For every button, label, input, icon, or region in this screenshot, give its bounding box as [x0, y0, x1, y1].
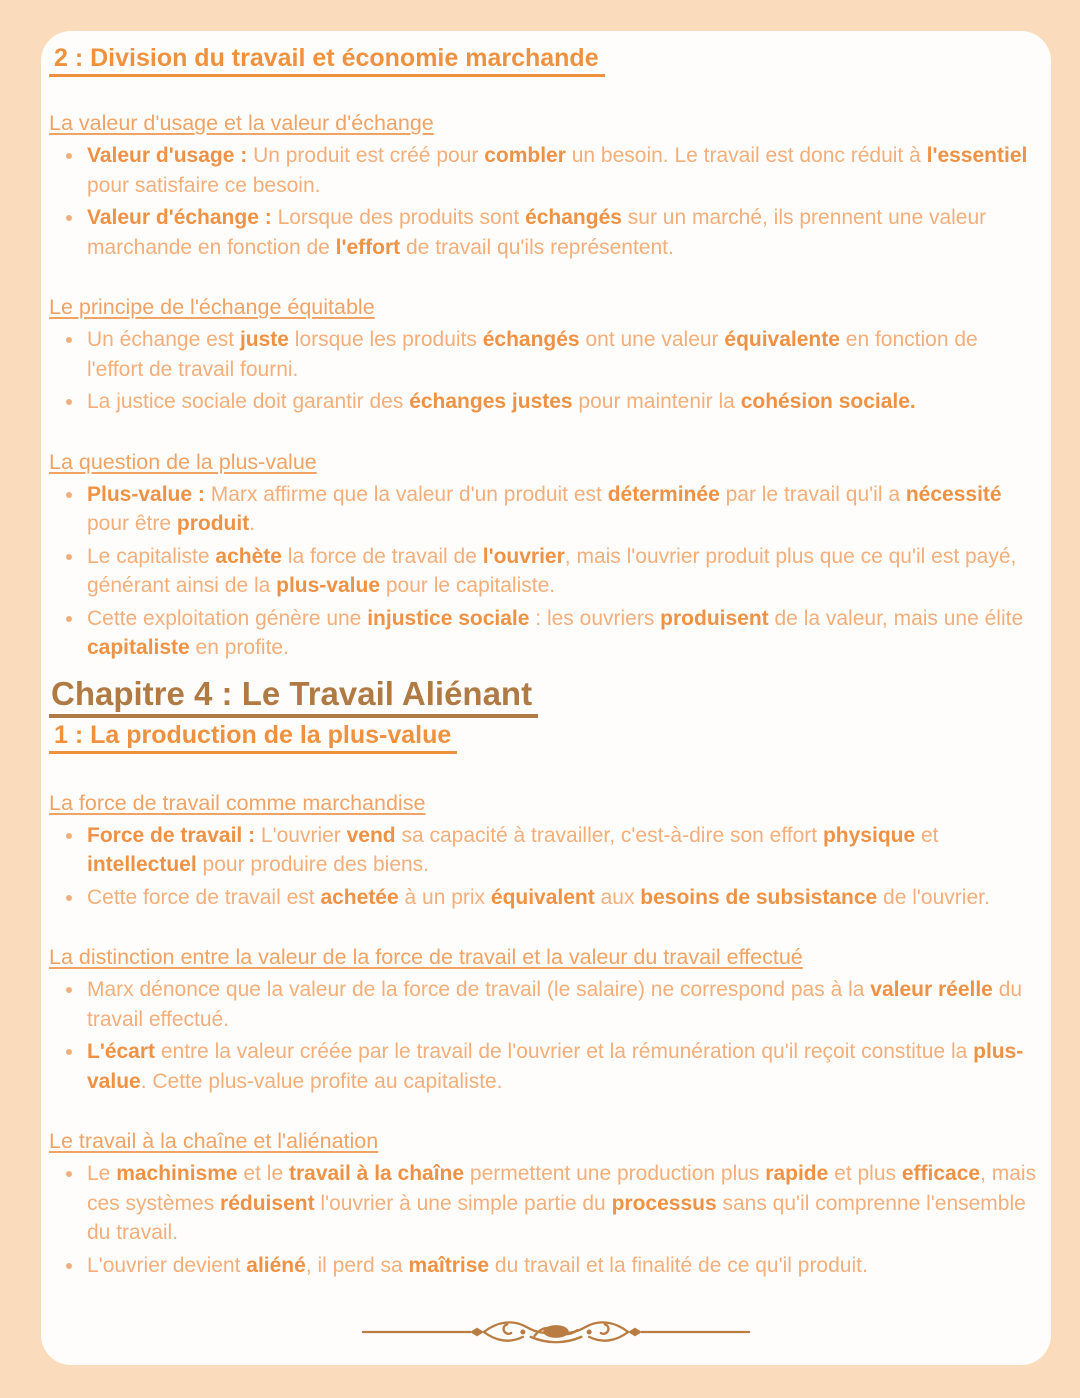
bold-text: échanges justes [409, 390, 573, 413]
bullet-item [85, 203, 1039, 262]
bold-text: machinisme [116, 1162, 238, 1185]
body-text: de la valeur, mais une élite [768, 606, 1024, 630]
bold-text: produit [176, 512, 250, 535]
bullet-item [85, 141, 1039, 200]
bold-text: plus-value [87, 1040, 1024, 1093]
bold-text: produisent [660, 606, 769, 630]
body-text: de travail qu'ils représentent. [400, 235, 674, 259]
bold-text: valeur réelle [870, 978, 993, 1001]
topic-section [49, 294, 1039, 417]
body-text: L'ouvrier devient [87, 1253, 247, 1277]
bullet-item [85, 604, 1039, 663]
bold-text: équivalente [724, 328, 840, 351]
body-text: entre la valeur créée par le travail de l'ouvrier et la rémunération qu'il reçoit constitue la [155, 1040, 974, 1063]
section-title-row [49, 41, 1039, 77]
body-text: L'ouvrier [260, 823, 347, 847]
topic-bullets [49, 975, 1039, 1096]
bullet-item [85, 975, 1039, 1034]
bold-text: intellectuel [87, 853, 197, 876]
topic-bullets [49, 141, 1039, 262]
body-text: . Cette plus-value profite au capitaliste. [140, 1069, 503, 1093]
bold-text: juste [239, 328, 289, 351]
body-text: , mais ces systèmes [87, 1162, 1037, 1215]
bold-text: achetée [320, 885, 399, 909]
body-text: sans qu'il comprenne l'ensemble du travail. [87, 1191, 1026, 1244]
bold-text: capitaliste [87, 636, 190, 659]
bold-text: travail à la chaîne [288, 1162, 465, 1185]
body-text: La justice sociale doit garantir des [87, 390, 410, 413]
bold-text: équivalent [490, 885, 595, 909]
bold-text: l'effort [335, 235, 401, 259]
bold-text: échangés [482, 328, 580, 351]
body-text: , mais l'ouvrier produit plus que ce qu'il est payé, générant ainsi de la [87, 544, 1017, 597]
bullet-item [85, 1037, 1039, 1096]
body-text: et [915, 823, 939, 847]
bold-text: nécessité [905, 482, 1002, 506]
body-text: en profite. [189, 636, 289, 659]
body-text: permettent une production plus [464, 1162, 766, 1185]
bold-text: injustice sociale [367, 606, 530, 630]
bold-text: maîtrise [408, 1253, 490, 1277]
topic-section [49, 1128, 1039, 1280]
body-text: de l'ouvrier. [877, 885, 990, 909]
bold-text: besoins de subsistance [640, 885, 878, 909]
body-text: , il perd sa [305, 1253, 409, 1277]
body-text: : les ouvriers [529, 606, 661, 630]
bullet-item [85, 821, 1039, 880]
bullet-item [85, 1159, 1039, 1248]
topic-heading: La question de la plus-value [49, 449, 317, 474]
topic-bullets [49, 1159, 1039, 1280]
body-text: Le [87, 1162, 117, 1185]
body-text: . [249, 512, 256, 535]
body-text: pour être [87, 512, 177, 535]
bold-text: Force de travail : [87, 823, 261, 847]
body-text: par le travail qu'il a [719, 482, 906, 506]
body-text: Lorsque des produits sont [277, 206, 526, 229]
body-text: et plus [828, 1162, 902, 1185]
bold-text: Valeur d'usage : [87, 144, 254, 167]
bold-text: rapide [765, 1162, 829, 1185]
bold-text: Valeur d'échange : [87, 206, 278, 229]
body-text: Un produit est créé pour [253, 144, 485, 167]
bold-text: physique [822, 823, 916, 847]
body-text: Le capitaliste [87, 544, 216, 568]
bold-text: processus [611, 1191, 717, 1215]
bold-text: réduisent [220, 1191, 315, 1215]
body-text: et le [237, 1162, 289, 1185]
topic-bullets [49, 480, 1039, 663]
topic-bullets [49, 325, 1039, 417]
topic-section [49, 449, 1039, 663]
body-text: pour produire des biens. [196, 853, 430, 876]
bold-text: vend [346, 823, 396, 847]
topic-heading: La force de travail comme marchandise [49, 790, 426, 815]
notes-card [41, 31, 1051, 1365]
topic-bullets [49, 821, 1039, 913]
body-text: en fonction de l'effort de travail fourni. [87, 328, 978, 381]
section-title: 2 : Division du travail et économie marchande [49, 41, 605, 77]
body-text: Marx dénonce que la valeur de la force de travail (le salaire) ne correspond pas à la [87, 978, 871, 1001]
body-text: la force de travail de [281, 544, 483, 568]
bold-text: cohésion sociale. [740, 390, 916, 413]
body-text: lorsque les produits [288, 328, 483, 351]
body-text: sur un marché, ils prennent une valeur marchande en fonction de [87, 206, 987, 259]
body-text: pour maintenir la [572, 390, 741, 413]
body-text: Marx affirme que la valeur d'un produit est [210, 482, 608, 506]
body-text: du travail et la finalité de ce qu'il produit. [489, 1253, 868, 1277]
bold-text: aliéné [246, 1253, 306, 1277]
bullet-item [85, 325, 1039, 384]
body-text: à un prix [398, 885, 491, 909]
body-text: pour le capitaliste. [380, 574, 556, 597]
topic-section [49, 944, 1039, 1096]
body-text: pour satisfaire ce besoin. [87, 173, 321, 197]
chapter-title-row [49, 666, 1039, 718]
bold-text: l'essentiel [926, 144, 1028, 167]
topic-heading: Le travail à la chaîne et l'aliénation [49, 1129, 379, 1153]
topic-section [49, 110, 1039, 262]
bold-text: Plus-value : [87, 482, 211, 506]
bold-text: efficace [901, 1162, 981, 1185]
ornamental-divider [361, 1315, 751, 1349]
bold-text: échangés [525, 206, 622, 229]
body-text: Cette exploitation génère une [87, 606, 368, 630]
bold-text: déterminée [607, 482, 720, 506]
bullet-item [85, 883, 1039, 913]
bullet-item [85, 387, 1039, 417]
body-text: Un échange est [87, 328, 240, 351]
body-text: aux [594, 885, 641, 909]
section-title: 1 : La production de la plus-value [49, 718, 457, 754]
body-text: l'ouvrier à une simple partie du [314, 1191, 612, 1215]
body-text: Cette force de travail est [87, 885, 321, 909]
bold-text: combler [484, 144, 566, 167]
notes-content [49, 41, 1039, 1280]
bold-text: l'ouvrier [482, 544, 565, 568]
bold-text: L'écart [87, 1040, 156, 1063]
topic-heading: La valeur d'usage et la valeur d'échange [49, 111, 434, 135]
body-text: du travail effectué. [87, 978, 1023, 1031]
bold-text: plus-value [276, 574, 381, 597]
bold-text: achète [215, 544, 282, 568]
bullet-item [85, 542, 1039, 601]
topic-section [49, 790, 1039, 913]
topic-heading: La distinction entre la valeur de la force de travail et la valeur du travail effectué [49, 945, 803, 969]
topic-heading: Le principe de l'échange équitable [49, 295, 375, 319]
chapter-title: Chapitre 4 : Le Travail Aliénant [49, 674, 538, 718]
body-text: un besoin. Le travail est donc réduit à [565, 144, 927, 167]
bullet-item [85, 480, 1039, 539]
body-text: sa capacité à travailler, c'est-à-dire son effort [395, 823, 823, 847]
ornamental-flourish-icon [361, 1315, 751, 1349]
section-title-row [49, 718, 1039, 754]
body-text: ont une valeur [579, 328, 725, 351]
bullet-item [85, 1251, 1039, 1281]
